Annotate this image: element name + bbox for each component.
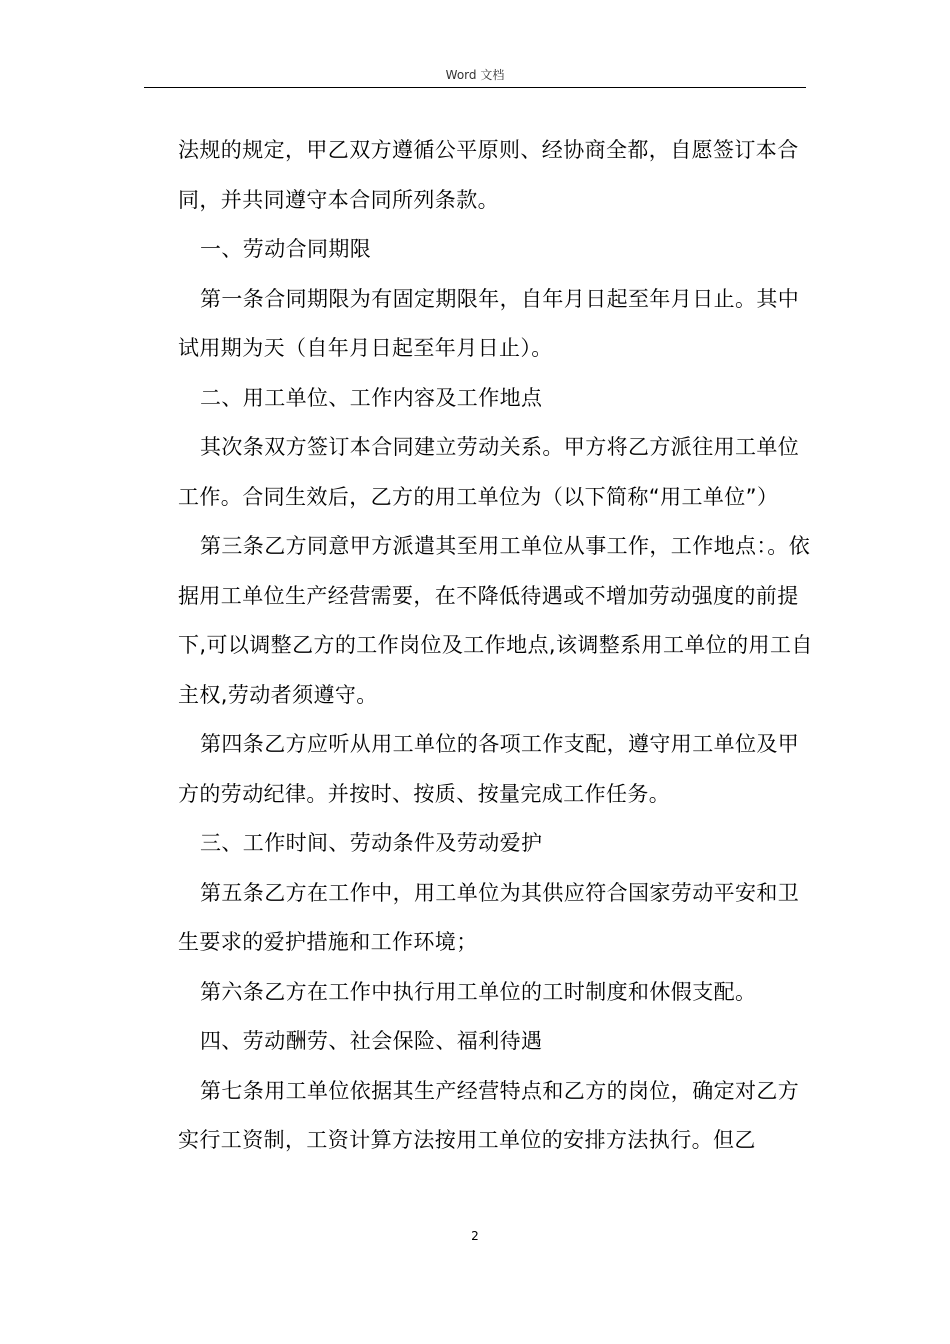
- page-number: 2: [471, 1229, 479, 1243]
- article-7-paragraph: 第七条用工单位依据其生产经营特点和乙方的岗位，确定对乙方实行工资制，工资计算方法按用工单位的安排方法执行。但乙: [178, 1078, 800, 1152]
- article-6-paragraph: 第六条乙方在工作中执行用工单位的工时制度和休假支配。: [200, 979, 757, 1004]
- article-1-paragraph: 第一条合同期限为有固定期限年，自年月日起至年月日止。其中试用期为天（自年月日起至年月日止）。: [178, 286, 800, 360]
- paragraph-continuation: 法规的规定，甲乙双方遵循公平原则、经协商全都，自愿签订本合同，并共同遵守本合同所列条款。: [178, 138, 799, 212]
- page-header: Word 文档: [445, 68, 505, 82]
- article-2-paragraph: 其次条双方签订本合同建立劳动关系。甲方将乙方派往用工单位工作。合同生效后，乙方的用工单位为（以下简称“用工单位”）: [178, 435, 800, 509]
- article-3-paragraph: 第三条乙方同意甲方派遣其至用工单位从事工作，工作地点：。依据用工单位生产经营需要，在不降低待遇或不增加劳动强度的前提下,可以调整乙方的工作岗位及工作地点,该调整系用工单位的用工自主权,劳动者须遵守。: [178, 534, 813, 707]
- section-heading-employer-work: 二、用工单位、工作内容及工作地点: [200, 385, 543, 410]
- article-4-paragraph: 第四条乙方应听从用工单位的各项工作支配，遵守用工单位及甲方的劳动纪律。并按时、按质、按量完成工作任务。: [178, 732, 800, 806]
- header-divider: [144, 87, 806, 88]
- article-5-paragraph: 第五条乙方在工作中，用工单位为其供应符合国家劳动平安和卫生要求的爱护措施和工作环境；: [178, 880, 800, 954]
- section-heading-work-hours: 三、工作时间、劳动条件及劳动爱护: [200, 831, 543, 855]
- section-heading-remuneration: 四、劳动酬劳、社会保险、福利待遇: [200, 1029, 543, 1053]
- document-body: [178, 126, 818, 1166]
- section-heading-contract-term: 一、劳动合同期限: [200, 237, 372, 261]
